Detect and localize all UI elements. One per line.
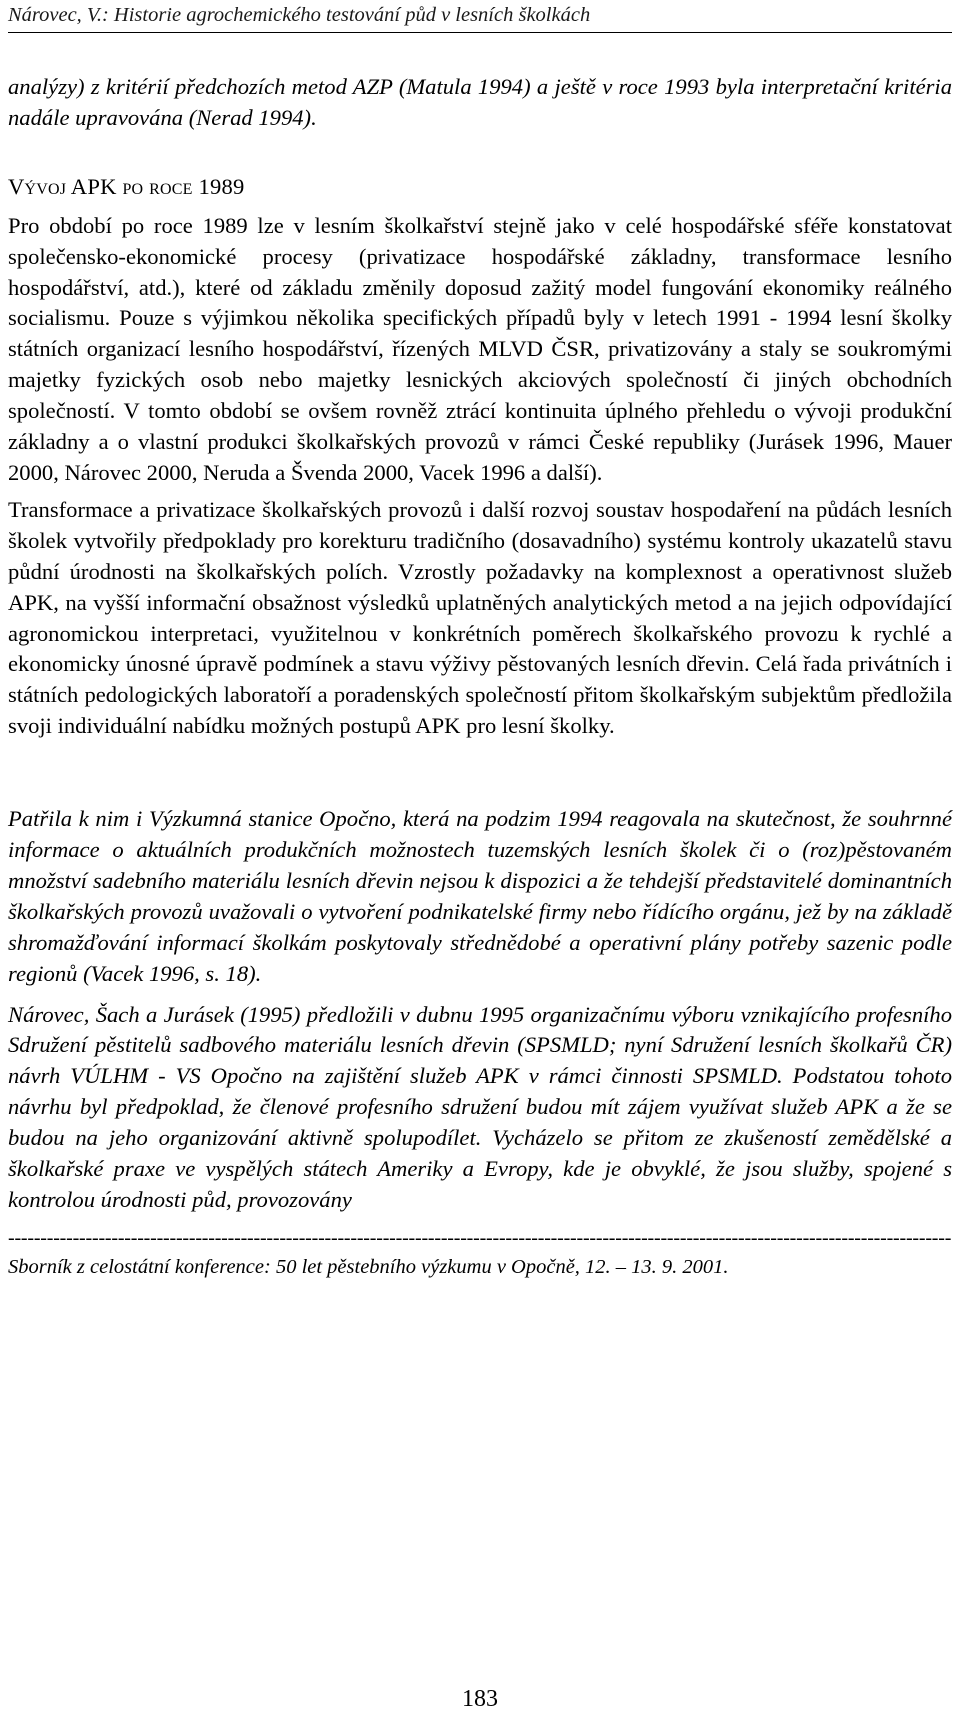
body-paragraph-1: Pro období po roce 1989 lze v lesním školkařství stejně jako v celé hospodářské sféře konstatovat společensko-ekonomické procesy (privatizace hospodářské základny, transformace lesního hospodářství, atd.), které od základu změnily doposud zažitý model fungování ekonomiky reálného socialismu. Pouze s výjimkou několika specifických případů byly v letech 1991 - 1994 lesní školky státních organizací lesního hospodářství, řízených MLVD ČSR, privatizovány a staly se soukromými majetky fyzických osob nebo majetky lesnických akciových společností či jiných obchodních společností. V tomto období se ovšem rovněž ztrácí kontinuita úplného přehledu o vývoji produkční základny a o vlastní produkci školkařských provozů v rámci České republiky (Jurásek 1996, Mauer 2000, Nárovec 2000, Neruda a Švenda 2000, Vacek 1996 a další). (8, 212, 952, 485)
footer-conference-citation: Sborník z celostátní konference: 50 let pěstebního výzkumu v Opočně, 12. – 13. 9. 2001. (8, 1255, 729, 1278)
page-number: 183 (462, 1686, 498, 1712)
header-rule (8, 32, 952, 33)
continuation-paragraph: analýzy) z kritérií předchozích metod AZP (Matula 1994) a ještě v roce 1993 byla interpretační kritéria nadále upravována (Nerad 1994). (8, 74, 952, 130)
document-page (8, 0, 952, 1280)
footer-separator: -------------------------------------------------------------------------------------------------------------------------------------------------- (8, 1227, 952, 1248)
body-paragraph-2: Transformace a privatizace školkařských provozů i další rozvoj soustav hospodaření na půdách lesních školek vytvořily předpoklady pro korekturu tradičního (dosavadního) systému kontroly ukazatelů stavu půdní úrodnosti na školkařských polích. Vzrostly požadavky na komplexnost a operativnost služeb APK, na vyšší informační obsažnost výsledků uplatněných analytických metod a na jejich odpovídající agronomickou interpretaci, využitelnou v konkrétních poměrech školkařského provozu k rychlé a ekonomicky únosné úpravě podmínek a stavu výživy pěstovaných lesních dřevin. Celá řada privátních i státních pedologických laboratoří a poradenských společností přitom školkařským subjektům předložila svoji individuální nabídku možných postupů APK pro lesní školky. (8, 496, 952, 739)
section-heading: Vývoj APK po roce 1989 (8, 173, 245, 199)
running-header: Nárovec, V.: Historie agrochemického testování půd v lesních školkách (8, 4, 591, 26)
italic-paragraph-2: Nárovec, Šach a Jurásek (1995) předložili v dubnu 1995 organizačnímu výboru vznikajícího profesního Sdružení pěstitelů sadbového materiálu lesních dřevin (SPSMLD; nyní Sdružení lesních školkařů ČR) návrh VÚLHM - VS Opočno na zajištění služeb APK v rámci činnosti SPSMLD. Podstatou tohoto návrhu byl předpoklad, že členové profesního sdružení budou mít zájem využívat služeb APK a že se budou na jeho organizování aktivně spolupodílet. Vycházelo se přitom ze zkušeností zemědělské a školkařské praxe ve vyspělých státech Ameriky a Evropy, kde je obvyklé, že jsou služby, spojené s kontrolou úrodnosti půd, provozovány (8, 1001, 952, 1212)
italic-paragraph-1: Patřila k nim i Výzkumná stanice Opočno, která na podzim 1994 reagovala na skutečnost, že souhrnné informace o aktuálních produkčních možnostech tuzemských lesních školek či o (roz)pěstovaném množství sadebního materiálu lesních dřevin nejsou k dispozici a že tehdejší představitelé dominantních školkařských provozů uvažovali o vytvoření podnikatelské firmy nebo řídícího orgánu, jež by na základě shromažďování informací školkám poskytovaly střednědobé a operativní plány potřeby sazenic podle regionů (Vacek 1996, s. 18). (8, 806, 952, 986)
